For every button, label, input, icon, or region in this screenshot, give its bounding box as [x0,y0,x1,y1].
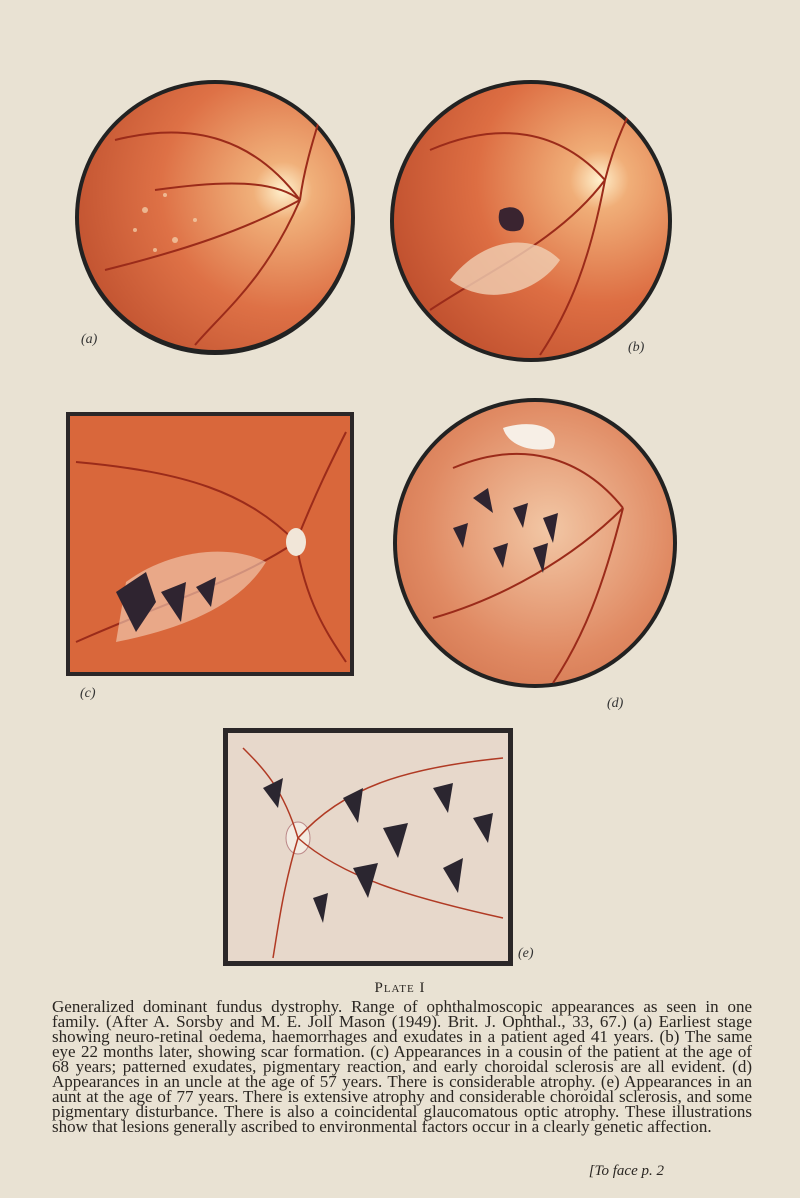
face-page-note: [To face p. 2 [588,1163,664,1179]
plate-title: Plate I [374,980,426,996]
fundus-image-a [75,80,355,355]
fundus-image-b [390,80,672,362]
fundus-image-e [223,728,513,966]
caption-lead: Generalized dominant fundus dystrophy. [52,997,343,1016]
plate-caption [52,999,752,1134]
fundus-image-c [66,412,354,676]
figure-label-d: (d) [607,696,624,711]
caption-body: Range of ophthalmoscopic appearances as seen in one family. (After A. Sorsby and M. E. Joll Mason (1949). Brit. J. Ophthal., 33, 67.) (a) Earliest stage showing neuro-retinal oedema, haemorrhages and exudates in a patient aged 41 years. (b) The same eye 22 months later, showing scar formation. (c) Appearances in a cousin of the patient at the age of 68 years; patterned exudates, pigmentary reaction, and early choroidal sclerosis are all evident. (d) Appearances in an uncle at the age of 57 years. There is considerable atrophy. (e) Appearances in an aunt at the age of 77 years. There is extensive atrophy and considerable choroidal sclerosis, and some pigmentary disturbance. There is also a coincidental glaucomatous optic atrophy. These illustrations show that lesions generally ascribed to environmental factors occur in a clearly genetic affection. [52,997,753,1136]
figure-label-b: (b) [628,340,645,355]
fundus-image-d [393,398,677,688]
figure-label-e: (e) [518,946,534,961]
figure-label-c: (c) [80,686,96,701]
figure-label-a: (a) [81,332,98,347]
